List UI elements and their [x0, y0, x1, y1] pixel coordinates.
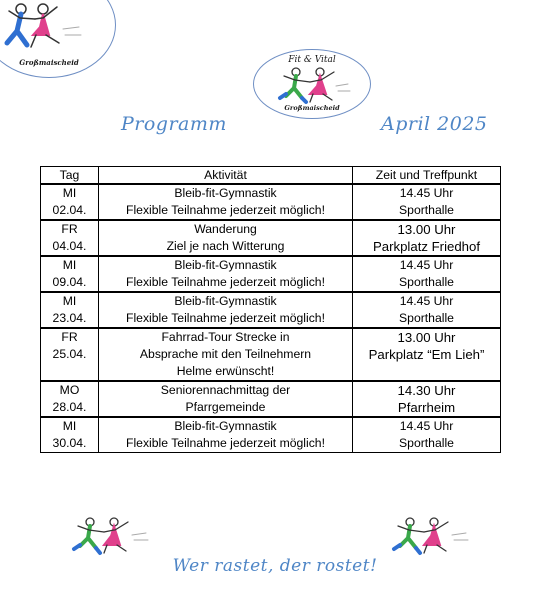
day-cell-line: FR [61, 222, 78, 236]
activity-cell-line: Flexible Teilnahme jederzeit möglich! [126, 436, 325, 450]
activity-cell-line: Flexible Teilnahme jederzeit möglich! [126, 311, 325, 325]
time-place-cell [353, 417, 501, 453]
day-cell-line: MI [62, 419, 77, 433]
activity-cell-line: Bleib-fit-Gymnastik [174, 186, 277, 200]
activity-cell [99, 184, 353, 220]
month-heading: April 2025 [381, 113, 488, 135]
day-cell [41, 328, 99, 381]
time-place-cell-line: Parkplatz “Em Lieh” [368, 347, 485, 362]
activity-cell-line: Ziel je nach Witterung [166, 239, 285, 253]
activity-cell [99, 328, 353, 381]
logo-fit-vital [253, 49, 371, 119]
time-place-cell-line: 13.00 Uhr [397, 330, 456, 345]
day-cell-line: MI [62, 258, 77, 272]
day-cell-line: 23.04. [52, 311, 87, 325]
activity-cell-line: Pfarrgemeinde [185, 400, 266, 414]
time-place-cell [353, 328, 501, 381]
time-place-cell [353, 184, 501, 220]
day-cell-line: FR [61, 330, 78, 344]
table-header-row [41, 167, 501, 185]
activity-cell [99, 417, 353, 453]
day-cell [41, 381, 99, 417]
time-place-cell [353, 292, 501, 328]
activity-cell-line: Helme erwünscht! [176, 364, 275, 378]
activity-cell-line: Bleib-fit-Gymnastik [174, 294, 277, 308]
day-cell [41, 184, 99, 220]
activity-cell-line: Fahrrad-Tour Strecke in [161, 330, 290, 344]
table-row [41, 417, 501, 453]
time-place-cell [353, 220, 501, 256]
time-place-cell-line: 14.30 Uhr [397, 383, 456, 398]
activity-cell-line: Bleib-fit-Gymnastik [174, 419, 277, 433]
activity-cell [99, 220, 353, 256]
time-place-cell [353, 256, 501, 292]
time-place-cell [353, 381, 501, 417]
dancers-right [386, 515, 482, 559]
time-place-cell-line: Sporthalle [399, 311, 454, 325]
time-place-cell-line: Sporthalle [399, 436, 454, 450]
day-cell-line: MO [59, 383, 80, 397]
logo-title: Fit & Vital [288, 55, 336, 65]
day-cell-line: 02.04. [52, 203, 87, 217]
logo-caption: Großmaischeid [284, 104, 340, 112]
day-cell-line: 25.04. [52, 347, 87, 361]
header-time-place: Zeit und Treffpunkt [353, 167, 501, 185]
table-row [41, 256, 501, 292]
time-place-cell-line: Sporthalle [399, 203, 454, 217]
header-day: Tag [41, 167, 99, 185]
day-cell-line: 09.04. [52, 275, 87, 289]
time-place-cell-line: 14.45 Uhr [399, 294, 454, 308]
time-place-cell-line: Parkplatz Friedhof [372, 239, 480, 254]
logo-top-left [0, 0, 116, 78]
day-cell-line: 30.04. [52, 436, 87, 450]
time-place-cell-line: 14.45 Uhr [399, 186, 454, 200]
activity-cell-line: Flexible Teilnahme jederzeit möglich! [126, 275, 325, 289]
program-table [40, 166, 501, 453]
logo-caption: Großmaischeid [19, 58, 79, 67]
table-row [41, 184, 501, 220]
activity-cell-line: Flexible Teilnahme jederzeit möglich! [126, 203, 325, 217]
header-activity: Aktivität [99, 167, 353, 185]
activity-cell [99, 292, 353, 328]
program-heading: Programm [121, 113, 227, 135]
activity-cell-line: Bleib-fit-Gymnastik [174, 258, 277, 272]
motto: Wer rastet, der rostet! [172, 556, 378, 576]
activity-cell-line: Seniorennachmittag der [160, 383, 291, 397]
table-row [41, 220, 501, 256]
table-row [41, 328, 501, 381]
day-cell-line: MI [62, 186, 77, 200]
dancing-couple-icon [386, 515, 482, 559]
dancing-couple-icon [66, 515, 162, 559]
table-row [41, 381, 501, 417]
day-cell-line: MI [62, 294, 77, 308]
time-place-cell-line: 14.45 Uhr [399, 258, 454, 272]
table-row [41, 292, 501, 328]
activity-cell [99, 256, 353, 292]
day-cell [41, 220, 99, 256]
day-cell-line: 04.04. [52, 239, 87, 253]
time-place-cell-line: Pfarrheim [397, 400, 456, 415]
day-cell [41, 417, 99, 453]
day-cell-line: 28.04. [52, 400, 87, 414]
dancers-left [66, 515, 162, 559]
activity-cell-line: Wanderung [194, 222, 257, 236]
time-place-cell-line: 13.00 Uhr [397, 222, 456, 237]
activity-cell-line: Absprache mit den Teilnehmern [139, 347, 312, 361]
day-cell [41, 292, 99, 328]
time-place-cell-line: 14.45 Uhr [399, 419, 454, 433]
day-cell [41, 256, 99, 292]
activity-cell [99, 381, 353, 417]
time-place-cell-line: Sporthalle [399, 275, 454, 289]
